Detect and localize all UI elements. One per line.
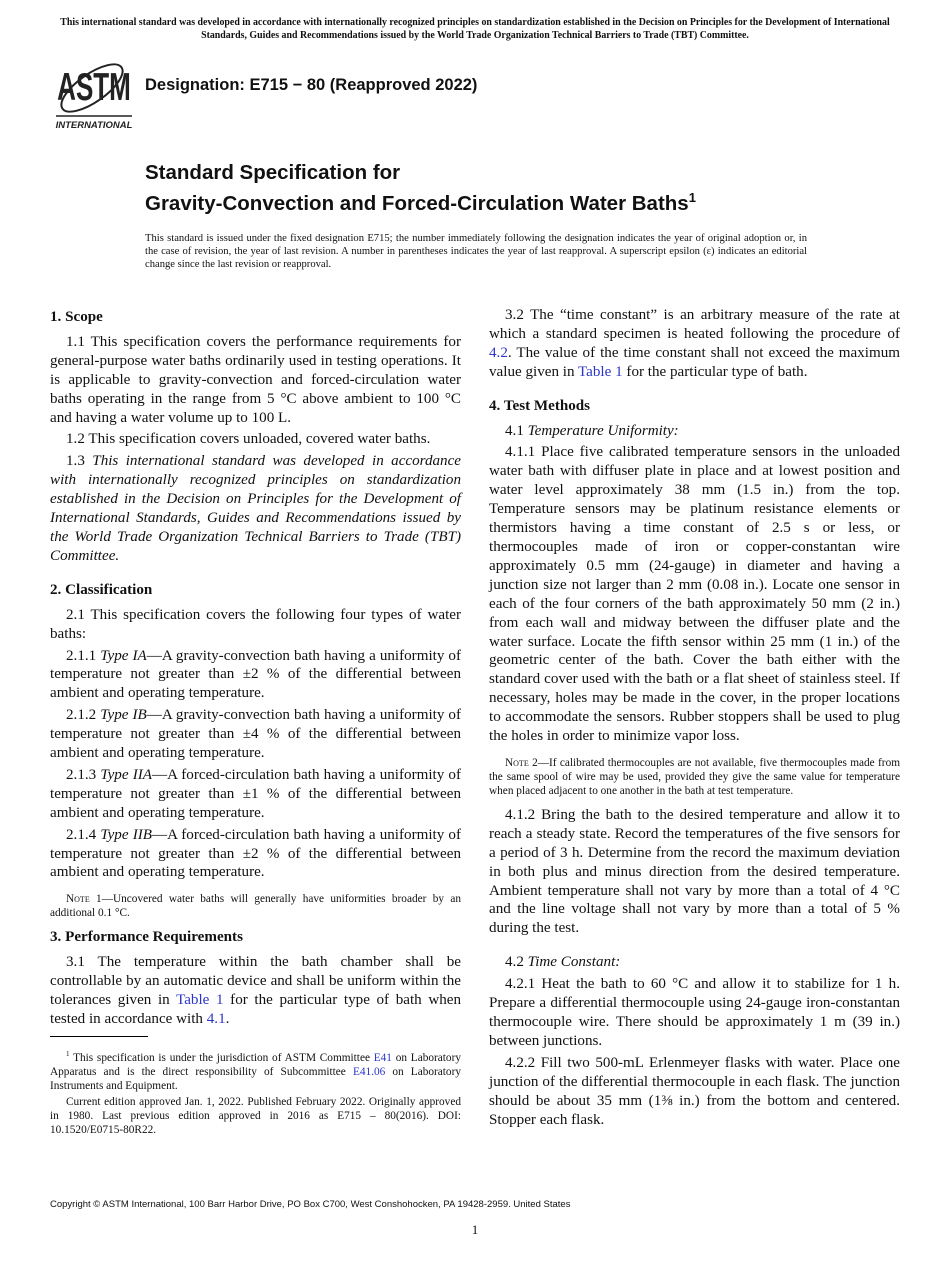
paragraph: [50, 766, 461, 823]
text-segment: .: [225, 1011, 230, 1027]
text-segment: Type IIA: [100, 766, 152, 783]
text-segment: 1.3: [66, 453, 93, 470]
text-segment: on Laboratory Instruments and Equipment.: [50, 1065, 461, 1092]
issuance-statement: This standard is issued under the fixed designation E715; the number immediately following the designation indicates the year of original adoption or, in the case of revision, the year of last revision. A number in parentheses indicates the year of last reapproval. A superscript epsilon (ε) indicates an editorial change since the last revision or reapproval.: [145, 233, 807, 270]
copyright: Copyright © ASTM International, 100 Barr Harbor Drive, PO Box C700, West Conshohocken, PA 19428-2959. United States: [50, 1199, 571, 1210]
paragraph: [50, 706, 461, 763]
title-line-1: Standard Specification for: [145, 161, 401, 184]
svg-text:ASTM: ASTM: [57, 65, 131, 110]
text-segment: Note: [505, 756, 529, 769]
footnote: [50, 1095, 461, 1137]
text-segment: 4.2.2 Fill two 500-mL Erlenmeyer flasks with water. Place one junction of the differential thermocouple in each flask. The junction should be about 35 mm (1⅜ in.) from the bottom and centered. Stopper each flask.: [489, 1054, 900, 1128]
text-segment: This specification is under the jurisdiction of ASTM Committee: [69, 1051, 374, 1064]
text-segment: 4.1: [505, 422, 528, 439]
paragraph: [50, 826, 461, 883]
text-segment: This international standard was developed in accordance with internationally recognized principles on standardization established in the Decision on Principles for the Development of International Standards, Guides and Recommendations issued by the World Trade Organization Technical Barriers to Trade (TBT) Committee.: [50, 453, 462, 564]
paragraph: [489, 953, 900, 972]
section-heading: 2. Classification: [50, 581, 153, 598]
text-segment: —A forced-circulation bath having a uniformity of temperature not greater than ±1 % of the differential between ambient and operating temperature.: [50, 766, 461, 821]
paragraph: [50, 953, 461, 1029]
page-number: 1: [471, 1222, 479, 1237]
paragraph: [50, 647, 461, 704]
footnote-divider: [50, 1036, 148, 1037]
text-segment: 2.1.1: [66, 647, 101, 664]
astm-logo: [54, 58, 134, 132]
paragraph: [489, 306, 900, 382]
cross-reference-link[interactable]: Table 1: [176, 992, 224, 1009]
text-segment: Temperature Uniformity:: [527, 422, 679, 439]
text-segment: —A gravity-convection bath having a uniformity of temperature not greater than ±4 % of the differential between ambient and operating temperature.: [50, 707, 461, 762]
text-segment: Type IA: [100, 647, 147, 664]
svg-text:INTERNATIONAL: INTERNATIONAL: [55, 120, 133, 131]
note: [50, 892, 461, 920]
paragraph: [489, 443, 900, 746]
text-segment: . The value of the time constant shall not exceed the maximum value given in: [489, 344, 900, 380]
section-heading: 4. Test Methods: [489, 397, 591, 414]
title-footnote-mark[interactable]: 1: [688, 190, 696, 205]
text-segment: 2.1 This specification covers the following four types of water baths:: [50, 606, 461, 642]
paragraph: [489, 422, 900, 441]
text-segment: —A forced-circulation bath having a uniformity of temperature not greater than ±2 % of the differential between ambient and operating temperature.: [50, 826, 461, 881]
paragraph: [50, 333, 461, 428]
standard-notice: This international standard was developed in accordance with internationally recognized principles on standardization established in the Decision on Principles for the Development of International Standards, Guides and Recommendations issued by the World Trade Organization Technical Barriers to Trade (TBT) Committee.: [60, 17, 890, 41]
text-segment: 4.1.2 Bring the bath to the desired temperature and allow it to reach a steady state. Record the temperatures of the five sensors for a period of 3 h. Determine from the record the maximum deviation in both plus and minus direction from the desired temperature. Ambient temperature shall not vary by more than a total of 4 °C and the line voltage shall not vary by more than a total of 5 % during the test.: [489, 806, 900, 937]
footnote-mark: 1: [66, 1050, 70, 1058]
paragraph: [50, 430, 461, 449]
paragraph: [50, 606, 461, 644]
text-segment: Time Constant:: [527, 954, 621, 971]
note: [489, 756, 900, 798]
text-segment: 4.1.1 Place five calibrated temperature sensors in the unloaded water bath with diffuser plate in place and at lowest position and water level approximately 38 mm (1.5 in.) from the top. Temperature sensors may be platinum resistance elements or thermistors having a time constant of 2.5 s or less, or thermocouples made of iron or copper-constantan wire approximately 0.5 mm (24-gauge) in diameter and having a junction size not larger than 2 mm (0.08 in.). Locate one sensor in each of the four corners of the bath approximately 50 mm (2 in.) from each wall and midway between the diffuser plate and the water surface. Locate the fifth sensor within 25 mm (1 in.) of the geometric center of the bath. Cover the bath either with the standard cover used with the bath or a flat sheet of stainless steel. If necessary, holes may be made in the cover, in the proper locations to accommodate the sensors. Rubber stoppers shall be used to plug the holes in order to minimize vapor loss.: [489, 444, 900, 745]
cross-reference-link[interactable]: Table 1: [578, 363, 623, 380]
text-segment: Current edition approved Jan. 1, 2022. Published February 2022. Originally approved in 1980. Last previous edition approved in 2016 as E715 – 80(2016). DOI: 10.1520/E0715-80R22.: [50, 1095, 461, 1136]
paragraph: [489, 1054, 900, 1130]
text-segment: 2.1.2: [66, 707, 101, 724]
text-segment: Type IB: [100, 707, 147, 724]
text-segment: —A gravity-convection bath having a uniformity of temperature not greater than ±2 % of the differential between ambient and operating temperature.: [50, 647, 461, 702]
cross-reference-link[interactable]: 4.2: [489, 344, 508, 361]
paragraph: [489, 975, 900, 1051]
text-segment: 1—Uncovered water baths will generally have uniformities broader by an additional 0.1 °C.: [50, 893, 461, 920]
title-line-2: Gravity-Convection and Forced-Circulation Water Baths: [145, 191, 689, 215]
text-segment: 4.2: [505, 954, 528, 971]
paragraph: [489, 806, 900, 938]
text-segment: Type IIB: [100, 826, 152, 843]
cross-reference-link[interactable]: 4.1: [206, 1011, 226, 1027]
text-segment: 4.2.1 Heat the bath to 60 °C and allow it to stabilize for 1 h. Prepare a differential thermocouple using 24-gauge iron-constantan thermocouple wire. There should be approximately 1 m (39 in.) between junctions.: [489, 976, 900, 1049]
paragraph: [50, 452, 461, 565]
right-column: [489, 306, 900, 1132]
text-segment: 2—If calibrated thermocouples are not available, five thermocouples made from the same spool of wire may be used, provided they give the same value for temperature when placed adjacent to one another in the bath at test temperature.: [489, 756, 900, 797]
text-segment: 2.1.4: [66, 826, 101, 843]
text-segment: 3.2 The “time constant” is an arbitrary measure of the rate at which a standard specimen is heated following the procedure of: [489, 307, 900, 342]
cross-reference-link[interactable]: E41: [373, 1051, 392, 1064]
text-segment: 1.2 This specification covers unloaded, covered water baths.: [66, 431, 431, 448]
section-heading: 3. Performance Requirements: [50, 929, 243, 946]
footnote: [50, 1047, 461, 1093]
section-heading: 1. Scope: [50, 309, 103, 325]
left-column: [50, 306, 461, 1032]
text-segment: on Laboratory Apparatus and is the direct responsibility of Subcommittee: [50, 1051, 461, 1078]
document-title: [145, 160, 696, 216]
text-segment: for the particular type of bath when tested in accordance with: [50, 992, 462, 1027]
text-segment: Note: [66, 893, 90, 906]
cross-reference-link[interactable]: E41.06: [352, 1065, 386, 1078]
text-segment: for the particular type of bath.: [622, 363, 808, 380]
text-segment: 3.1 The temperature within the bath chamber shall be controllable by an automatic device and shall be uniform within the tolerances given in: [50, 954, 461, 1009]
text-segment: 2.1.3: [66, 766, 101, 783]
text-segment: 1.1 This specification covers the performance requirements for general-purpose water baths ordinarily used in testing operations. It is applicable to gravity-convection and forced-circulation water baths operating in the range from 5 °C above ambient to 100 °C and having a water volume up to 100 L.: [50, 333, 461, 426]
footnotes: [50, 1036, 461, 1139]
designation: Designation: E715 − 80 (Reapproved 2022): [145, 76, 478, 94]
